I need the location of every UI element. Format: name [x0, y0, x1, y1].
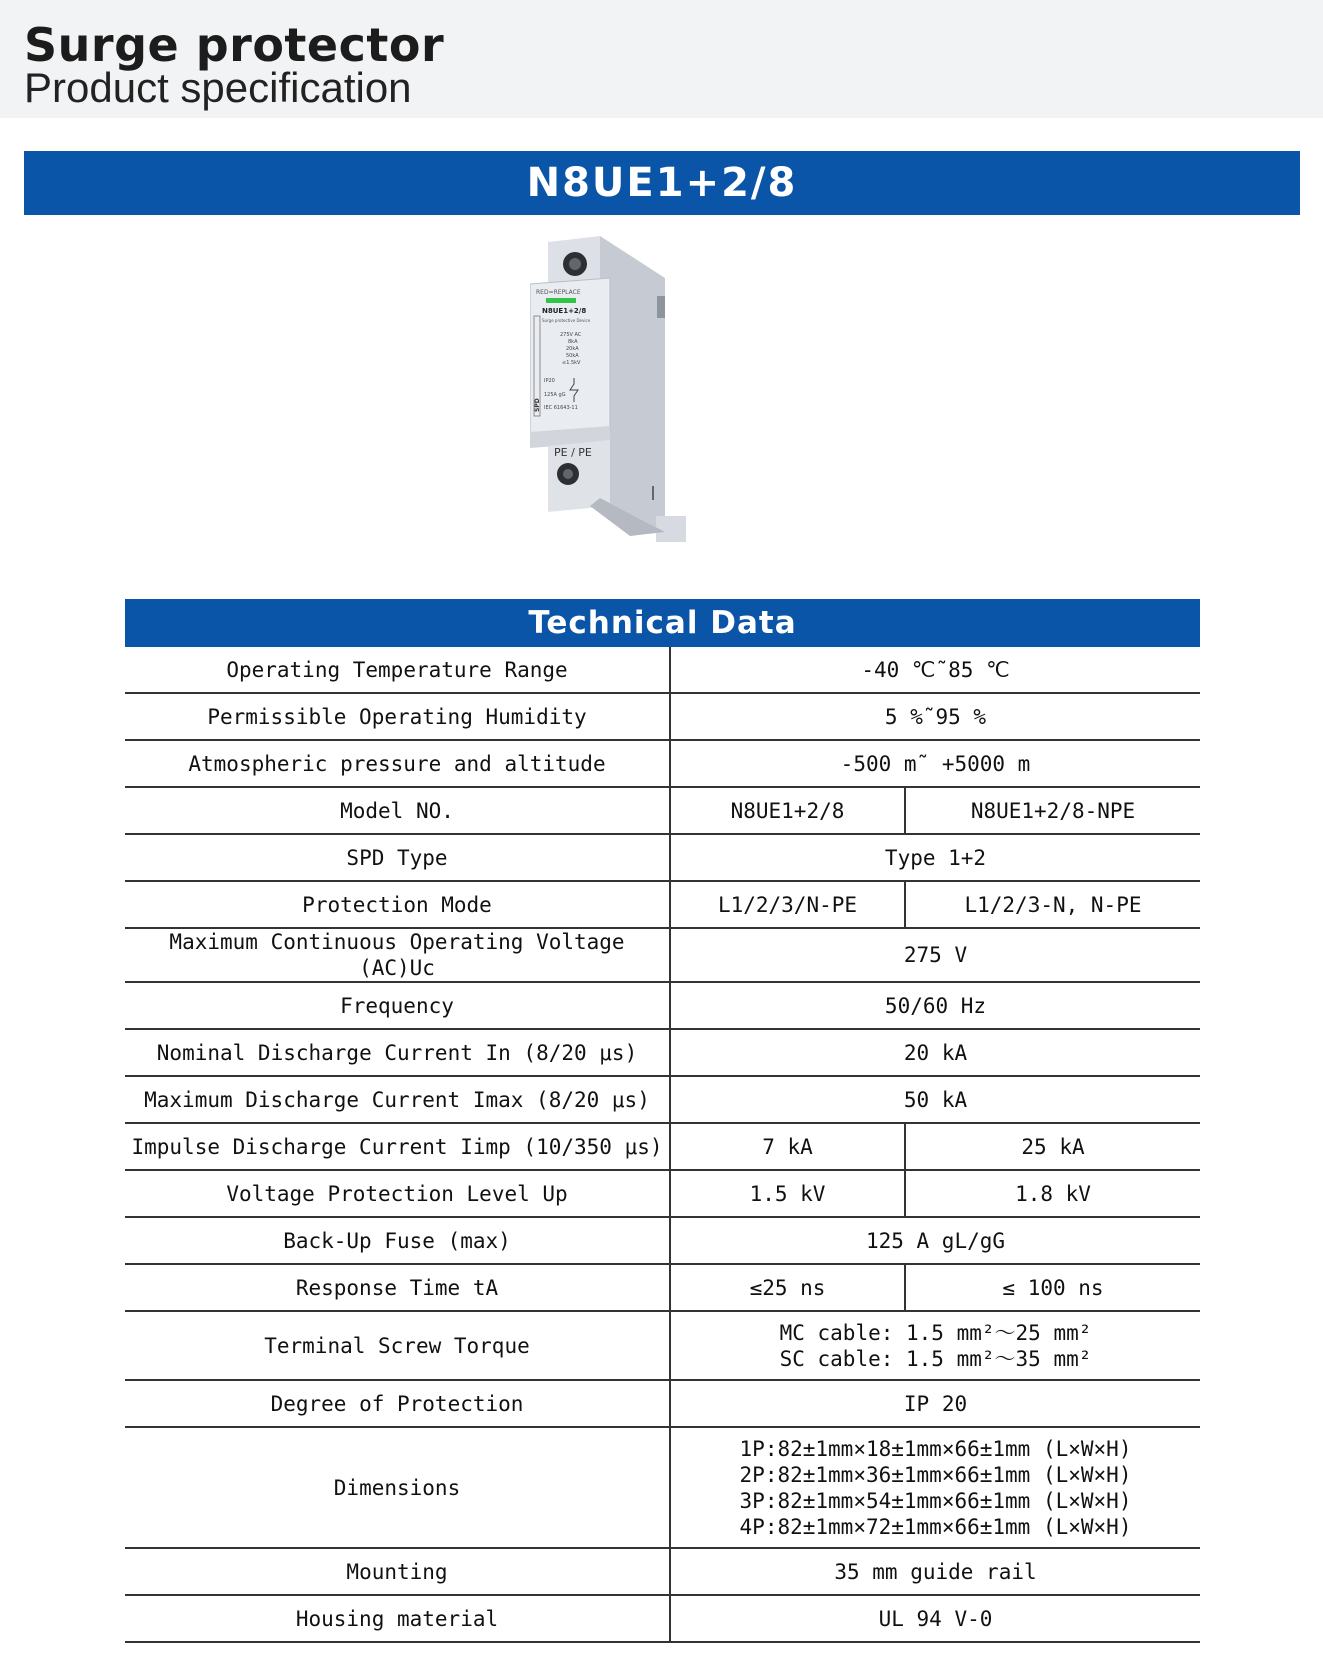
- row-label: Protection Mode: [125, 881, 670, 928]
- row-value: [670, 1427, 1200, 1548]
- row-value: Type 1+2: [670, 834, 1200, 881]
- row-label: Housing material: [125, 1595, 670, 1642]
- device-rating-2: 8kA: [568, 339, 578, 345]
- technical-data-table: [125, 647, 1200, 1643]
- row-label: Impulse Discharge Current Iimp (10/350 μs): [125, 1123, 670, 1170]
- device-rating-3: 20kA: [566, 346, 579, 352]
- row-label: Response Time tA: [125, 1264, 670, 1311]
- row-value: 125 A gL/gG: [670, 1217, 1200, 1264]
- row-label: Terminal Screw Torque: [125, 1311, 670, 1380]
- row-value-1: 1.5 kV: [670, 1170, 905, 1217]
- row-value-1: ≤25 ns: [670, 1264, 905, 1311]
- device-spd-label: SPD: [534, 398, 541, 412]
- row-value: 50/60 Hz: [670, 982, 1200, 1029]
- row-value-line: MC cable: 1.5 mm²～25 mm²: [779, 1320, 1092, 1345]
- device-rating-5: ≤1.5kV: [562, 360, 581, 366]
- status-indicator: [546, 298, 576, 303]
- table-row: [125, 740, 1200, 787]
- row-value-line: 1P:82±1mm×18±1mm×66±1mm (L×W×H): [739, 1436, 1132, 1461]
- row-value: [670, 1311, 1200, 1380]
- product-image: [530, 236, 710, 566]
- row-value: 275 V: [670, 928, 1200, 982]
- row-label: Nominal Discharge Current In (8/20 μs): [125, 1029, 670, 1076]
- row-label: Atmospheric pressure and altitude: [125, 740, 670, 787]
- terminal-label: PE / PE: [554, 446, 592, 459]
- table-row: [125, 787, 1200, 834]
- table-row: [125, 1311, 1200, 1380]
- row-value: 35 mm guide rail: [670, 1548, 1200, 1595]
- device-fuse-label: 125A gG: [544, 392, 566, 398]
- table-row: [125, 1548, 1200, 1595]
- table-row: [125, 1123, 1200, 1170]
- row-value-2: ≤ 100 ns: [905, 1264, 1200, 1311]
- model-banner: N8UE1+2/8: [24, 151, 1300, 215]
- table-row: [125, 1170, 1200, 1217]
- table-row: [125, 1595, 1200, 1642]
- row-value: UL 94 V-0: [670, 1595, 1200, 1642]
- row-label: Maximum Continuous Operating Voltage (AC)Uc: [125, 928, 670, 982]
- row-label: Maximum Discharge Current Imax (8/20 μs): [125, 1076, 670, 1123]
- row-label: SPD Type: [125, 834, 670, 881]
- table-row: [125, 647, 1200, 693]
- row-value-2: L1/2/3-N, N-PE: [905, 881, 1200, 928]
- row-value: -500 m˜ +5000 m: [670, 740, 1200, 787]
- table-row: [125, 1380, 1200, 1427]
- row-label: Voltage Protection Level Up: [125, 1170, 670, 1217]
- table-row: [125, 1076, 1200, 1123]
- table-row: [125, 834, 1200, 881]
- table-row: [125, 693, 1200, 740]
- table-row: [125, 1427, 1200, 1548]
- row-value-line: 4P:82±1mm×72±1mm×66±1mm (L×W×H): [739, 1514, 1132, 1539]
- table-row: [125, 982, 1200, 1029]
- device-rating-4: 50kA: [566, 353, 579, 359]
- technical-data-header: Technical Data: [125, 599, 1200, 647]
- row-value-line: SC cable: 1.5 mm²～35 mm²: [779, 1346, 1092, 1371]
- device-model-label: N8UE1+2/8: [542, 307, 587, 315]
- row-label: Back-Up Fuse (max): [125, 1217, 670, 1264]
- row-label: Dimensions: [125, 1427, 670, 1548]
- row-value-2: N8UE1+2/8-NPE: [905, 787, 1200, 834]
- row-value-2: 1.8 kV: [905, 1170, 1200, 1217]
- page-title: Surge protector: [24, 18, 445, 72]
- device-standard-label: IEC 61643-11: [544, 405, 578, 411]
- device-desc-label: Surge protective Device: [542, 318, 591, 323]
- row-value: IP 20: [670, 1380, 1200, 1427]
- device-ip-label: IP20: [544, 378, 555, 384]
- device-replace-label: RED=REPLACE: [536, 289, 581, 296]
- row-value: 20 kA: [670, 1029, 1200, 1076]
- row-label: Degree of Protection: [125, 1380, 670, 1427]
- device-rating-1: 275V AC: [560, 332, 582, 338]
- table-row: [125, 1029, 1200, 1076]
- side-slot: [657, 296, 665, 318]
- row-value-2: 25 kA: [905, 1123, 1200, 1170]
- row-value: 5 %˜95 %: [670, 693, 1200, 740]
- table-row: [125, 881, 1200, 928]
- row-value-1: L1/2/3/N-PE: [670, 881, 905, 928]
- table-row: [125, 1217, 1200, 1264]
- row-label: Mounting: [125, 1548, 670, 1595]
- table-row: [125, 928, 1200, 982]
- row-value-1: 7 kA: [670, 1123, 905, 1170]
- row-label: Frequency: [125, 982, 670, 1029]
- row-label: Operating Temperature Range: [125, 647, 670, 693]
- rail-clip: [656, 516, 686, 542]
- row-value: -40 ℃˜85 ℃: [670, 647, 1200, 693]
- row-label: Permissible Operating Humidity: [125, 693, 670, 740]
- row-value: 50 kA: [670, 1076, 1200, 1123]
- row-value-line: 3P:82±1mm×54±1mm×66±1mm (L×W×H): [739, 1488, 1132, 1513]
- row-label: Model NO.: [125, 787, 670, 834]
- row-value-line: 2P:82±1mm×36±1mm×66±1mm (L×W×H): [739, 1462, 1132, 1487]
- table-row: [125, 1264, 1200, 1311]
- row-value-1: N8UE1+2/8: [670, 787, 905, 834]
- page-subtitle: Product specification: [24, 64, 412, 111]
